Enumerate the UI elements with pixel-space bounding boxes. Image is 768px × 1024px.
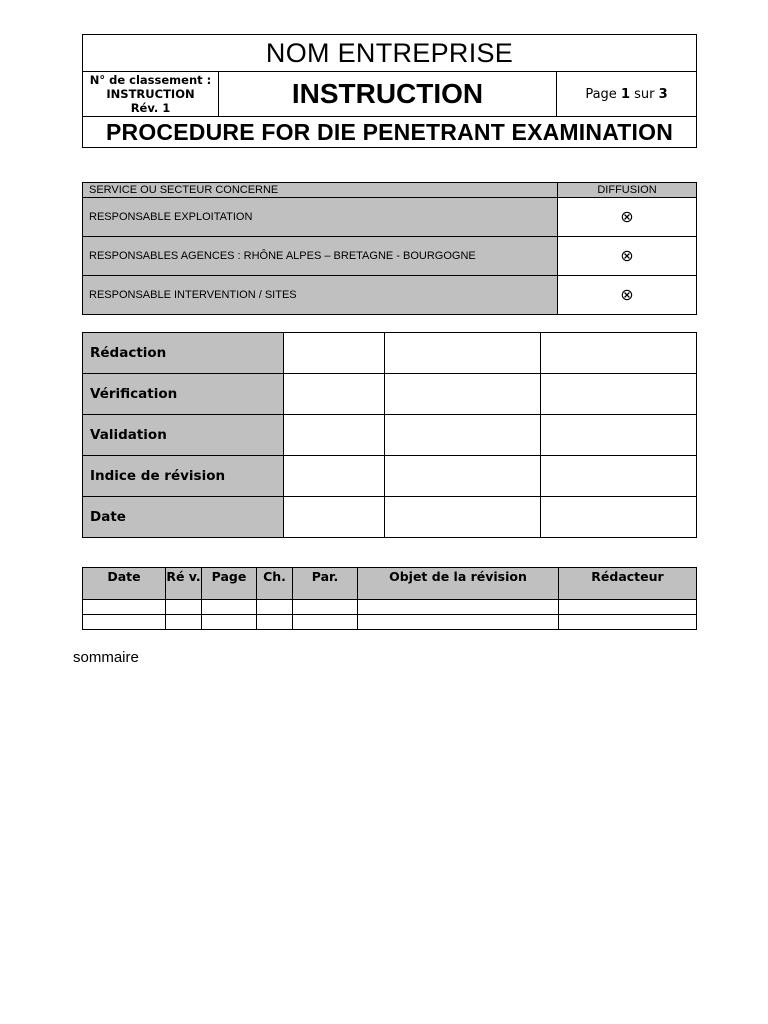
approval-cell bbox=[385, 333, 541, 374]
procedure-title: PROCEDURE FOR DIE PENETRANT EXAMINATION bbox=[83, 117, 697, 148]
page-indicator bbox=[557, 72, 697, 117]
approval-cell bbox=[541, 456, 697, 497]
classement-value: INSTRUCTION bbox=[106, 87, 195, 101]
approval-cell bbox=[284, 374, 385, 415]
table-row bbox=[83, 615, 697, 630]
page-total: 3 bbox=[658, 86, 668, 102]
approval-cell bbox=[284, 415, 385, 456]
service-name: RESPONSABLES AGENCES : RHÔNE ALPES – BRETAGNE - BOURGOGNE bbox=[83, 237, 558, 276]
approval-cell bbox=[385, 456, 541, 497]
approval-cell bbox=[541, 497, 697, 538]
service-column-header: SERVICE OU SECTEUR CONCERNE bbox=[83, 183, 558, 198]
revision-number: Rév. 1 bbox=[130, 101, 171, 115]
classement-cell bbox=[83, 72, 219, 117]
approval-row-label: Vérification bbox=[83, 374, 284, 415]
revision-history-table bbox=[82, 567, 697, 630]
document-header bbox=[82, 34, 697, 148]
diffusion-mark-icon: ⊗ bbox=[558, 276, 697, 315]
approval-cell bbox=[284, 456, 385, 497]
service-name: RESPONSABLE EXPLOITATION bbox=[83, 198, 558, 237]
approval-cell bbox=[541, 374, 697, 415]
revision-header-ch: Ch. bbox=[257, 568, 293, 600]
approval-table bbox=[82, 332, 697, 538]
page-current: 1 bbox=[620, 86, 630, 102]
approval-cell bbox=[284, 333, 385, 374]
approval-row-label: Rédaction bbox=[83, 333, 284, 374]
sommaire-heading: sommaire bbox=[73, 649, 139, 666]
approval-row-label: Validation bbox=[83, 415, 284, 456]
table-row bbox=[83, 600, 697, 615]
revision-header-rev: Ré v. bbox=[166, 568, 202, 600]
document-type: INSTRUCTION bbox=[219, 72, 557, 117]
approval-cell bbox=[284, 497, 385, 538]
page-prefix: Page bbox=[585, 86, 617, 102]
revision-header-date: Date bbox=[83, 568, 166, 600]
diffusion-mark-icon: ⊗ bbox=[558, 237, 697, 276]
approval-cell bbox=[541, 333, 697, 374]
approval-cell bbox=[541, 415, 697, 456]
page-of: sur bbox=[634, 86, 655, 102]
company-name: NOM ENTREPRISE bbox=[83, 35, 697, 72]
revision-header-object: Objet de la révision bbox=[358, 568, 559, 600]
service-name: RESPONSABLE INTERVENTION / SITES bbox=[83, 276, 558, 315]
approval-row-label: Date bbox=[83, 497, 284, 538]
approval-cell bbox=[385, 374, 541, 415]
revision-header-author: Rédacteur bbox=[559, 568, 697, 600]
diffusion-column-header: DIFFUSION bbox=[558, 183, 697, 198]
classement-label: N° de classement : bbox=[89, 73, 212, 87]
revision-header-par: Par. bbox=[293, 568, 358, 600]
diffusion-mark-icon: ⊗ bbox=[558, 198, 697, 237]
diffusion-table bbox=[82, 182, 697, 315]
revision-header-page: Page bbox=[202, 568, 257, 600]
approval-cell bbox=[385, 497, 541, 538]
approval-cell bbox=[385, 415, 541, 456]
approval-row-label: Indice de révision bbox=[83, 456, 284, 497]
